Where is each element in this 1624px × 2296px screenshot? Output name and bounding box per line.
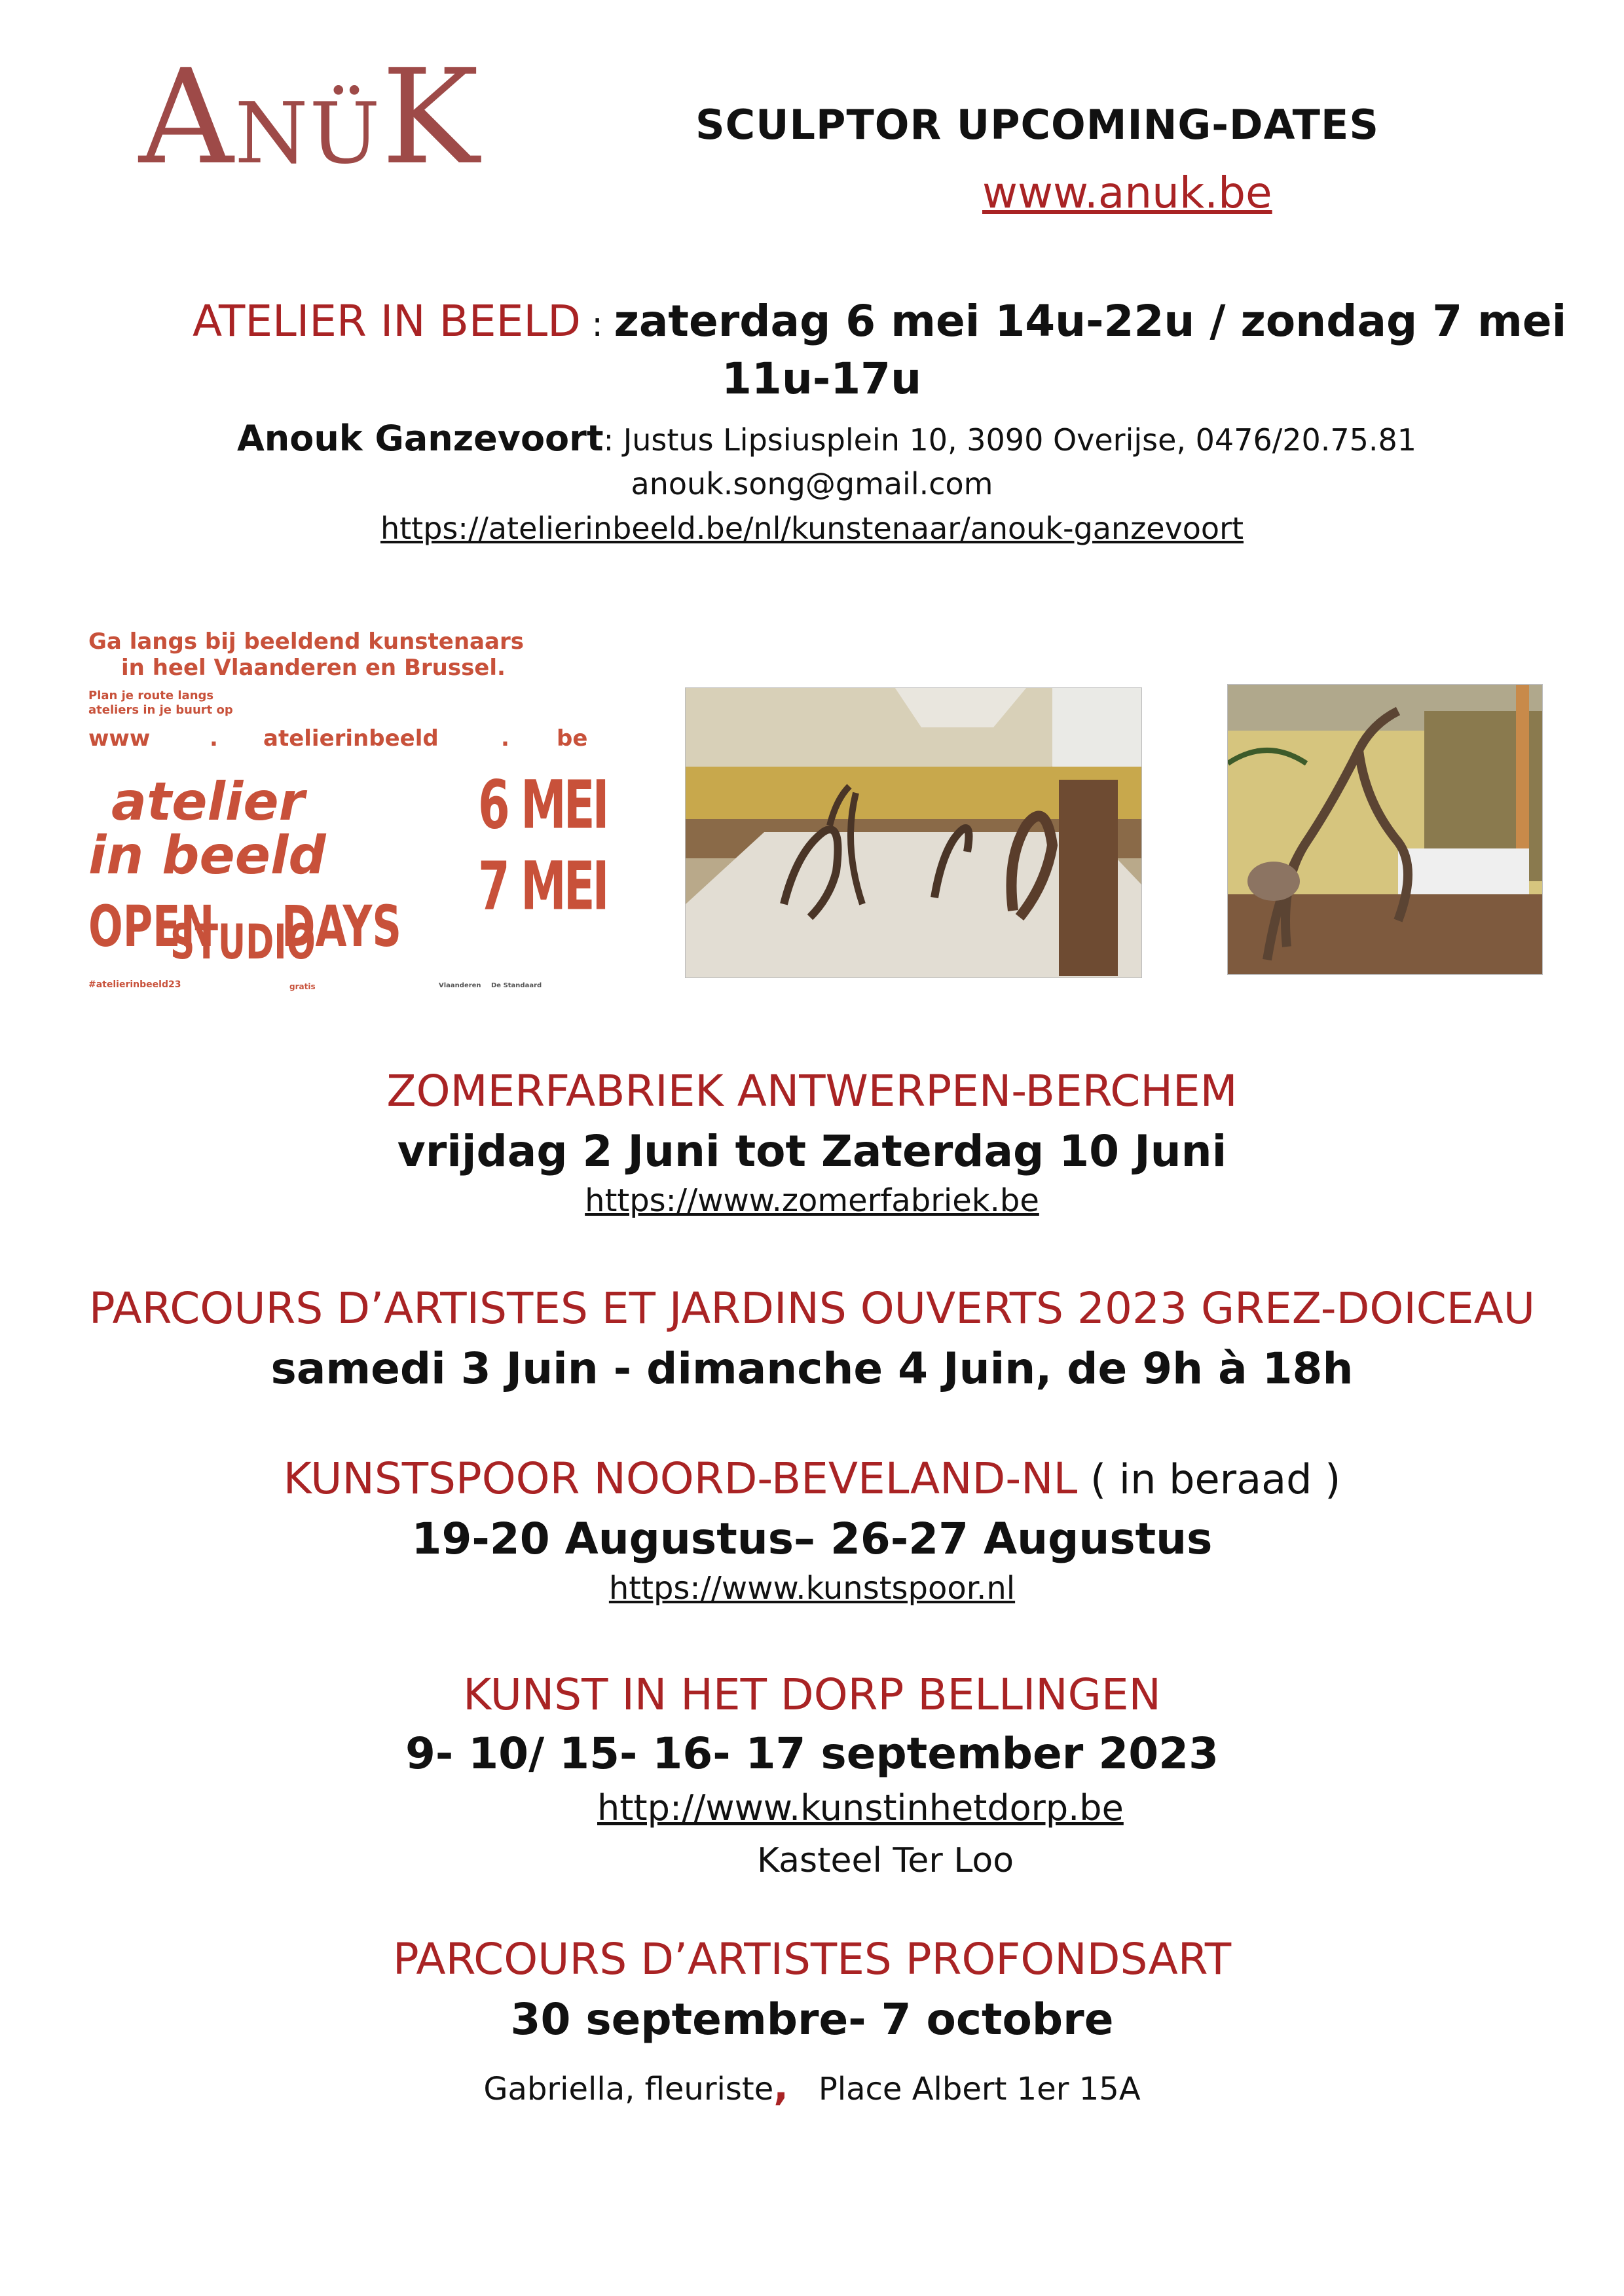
event1-contact xyxy=(237,418,1416,459)
poster-open: OPEN xyxy=(88,893,215,960)
poster-days: DAYS xyxy=(282,893,402,960)
poster-sponsor1: Vlaanderen xyxy=(439,982,481,989)
poster-hashtag: #atelierinbeeld23 xyxy=(88,979,181,990)
event2-name: ZOMERFABRIEK ANTWERPEN-BERCHEM xyxy=(386,1066,1238,1116)
event4-note: ( in beraad ) xyxy=(1077,1455,1341,1503)
event6-name: PARCOURS D’ARTISTES PROFONDSART xyxy=(392,1934,1232,1984)
poster-date2: 7 MEI xyxy=(478,847,607,925)
poster-date1: 6 MEI xyxy=(478,766,607,844)
poster-www: www xyxy=(88,725,151,752)
event6-venue-address: Place Albert 1er 15A xyxy=(788,2071,1141,2107)
poster-sponsor2: De Standaard xyxy=(491,982,542,989)
poster-tld: be xyxy=(557,725,588,752)
event2-dates: vrijdag 2 Juni tot Zaterdag 10 Juni xyxy=(397,1126,1227,1176)
anuk-logo xyxy=(139,41,481,194)
poster-domain: atelierinbeeld xyxy=(263,725,439,752)
event1-date-line2: 11u-17u xyxy=(722,354,922,404)
studio-table-sculptures-photo xyxy=(685,687,1142,978)
event1-separator: : xyxy=(580,305,614,344)
page-title: SCULPTOR UPCOMING-DATES xyxy=(695,101,1379,149)
poster-studio: STUDIO xyxy=(170,915,316,970)
event1-date-line1: zaterdag 6 mei 14u-22u / zondag 7 mei xyxy=(614,296,1567,346)
event5-dates: 9- 10/ 15- 16- 17 september 2023 xyxy=(405,1728,1219,1779)
photo-icon xyxy=(686,688,1141,977)
website-link[interactable]: www.anuk.be xyxy=(982,168,1272,218)
poster-dot1: . xyxy=(210,725,218,752)
atelier-in-beeld-poster xyxy=(85,629,607,1002)
poster-line1: Ga langs bij beeldend kunstenaars xyxy=(88,629,524,655)
event4-url[interactable]: https://www.kunstspoor.nl xyxy=(608,1570,1016,1607)
event4-name: KUNSTSPOOR NOORD-BEVELAND-NL xyxy=(283,1453,1078,1504)
event5-name: KUNST IN HET DORP BELLINGEN xyxy=(463,1669,1161,1720)
photo-icon xyxy=(1228,685,1542,974)
event1-contact-name: Anouk Ganzevoort xyxy=(237,418,604,459)
poster-dot2: . xyxy=(501,725,509,752)
event3-name: PARCOURS D’ARTISTES ET JARDINS OUVERTS 2023 GREZ-DOICEAU xyxy=(88,1283,1536,1334)
event1-email[interactable]: anouk.song@gmail.com xyxy=(631,466,993,501)
studio-standing-sculpture-photo xyxy=(1227,684,1543,975)
event1-url[interactable]: https://atelierinbeeld.be/nl/kunstenaar/anouk-ganzevoort xyxy=(380,511,1244,546)
event5-venue: Kasteel Ter Loo xyxy=(757,1841,1014,1880)
event1-contact-address: : Justus Lipsiusplein 10, 3090 Overijse, 0476/20.75.81 xyxy=(603,422,1417,458)
event6-venue xyxy=(0,2064,1624,2109)
event4-heading xyxy=(0,1453,1624,1504)
poster-brand-line1: atelier xyxy=(111,771,305,832)
poster-line3: Plan je route langs xyxy=(88,689,214,702)
event6-venue-separator: , xyxy=(773,2064,789,2109)
event2-url[interactable]: https://www.zomerfabriek.be xyxy=(585,1182,1039,1219)
event5-url[interactable]: http://www.kunstinhetdorp.be xyxy=(597,1787,1124,1829)
event4-dates: 19-20 Augustus– 26-27 Augustus xyxy=(411,1514,1213,1564)
poster-gratis: gratis xyxy=(289,982,316,991)
poster-brand-line2: in beeld xyxy=(88,825,326,886)
logo-letter-k: K xyxy=(381,41,481,194)
event1-heading xyxy=(193,296,1566,346)
poster-line4: ateliers in je buurt op xyxy=(88,703,233,717)
event1-name: ATELIER IN BEELD xyxy=(193,296,581,346)
logo-letter-a: A xyxy=(139,41,235,194)
event6-venue-name: Gabriella, fleuriste xyxy=(483,2071,774,2107)
poster-line2: in heel Vlaanderen en Brussel. xyxy=(121,655,506,681)
event3-dates: samedi 3 Juin - dimanche 4 Juin, de 9h à 18h xyxy=(270,1343,1354,1394)
logo-letters-nu: NÜ xyxy=(234,85,382,183)
event6-dates: 30 septembre- 7 octobre xyxy=(510,1994,1114,2045)
